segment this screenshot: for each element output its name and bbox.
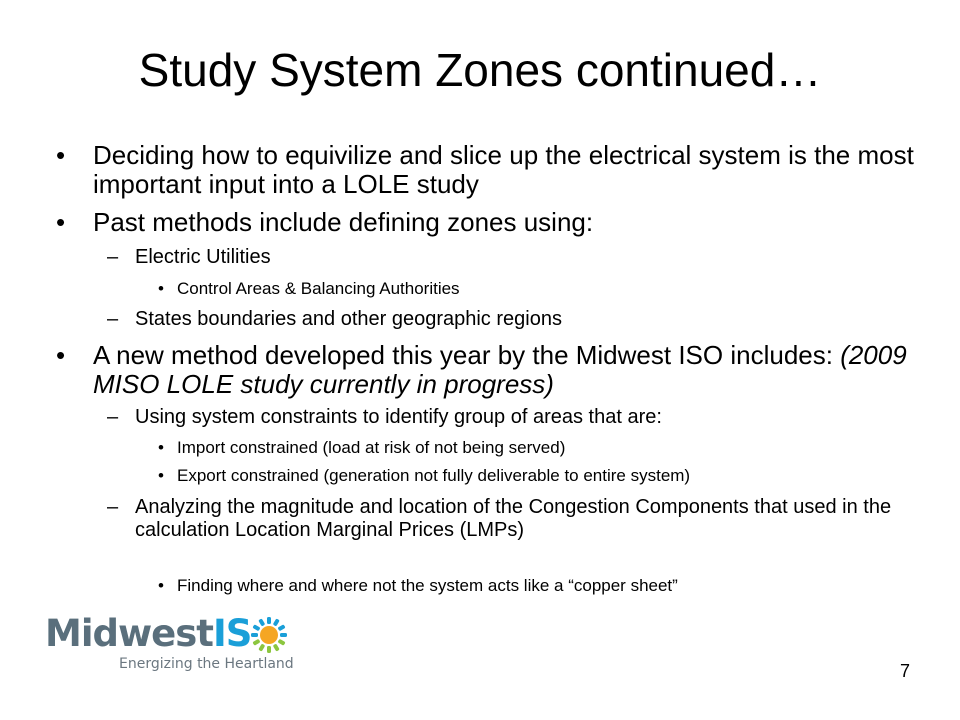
bullet-icon: •	[158, 438, 164, 457]
dash-icon: –	[107, 308, 119, 330]
bullet-note: (2009 MISO LOLE study currently in progress)	[93, 340, 907, 399]
bullet-icon: •	[158, 279, 164, 298]
bullet-text: Deciding how to equivilize and slice up the electrical system is the most important input into a LOLE study	[93, 140, 914, 199]
sub-item-text: Using system constraints to identify group of areas that are:	[135, 406, 662, 428]
midwest-iso-logo	[45, 612, 295, 676]
dash-icon: –	[107, 496, 119, 518]
bullet-text: A new method developed this year by the Midwest ISO includes:	[93, 340, 841, 370]
bullet-icon: •	[56, 140, 66, 170]
dash-icon: –	[107, 246, 119, 268]
bullet-item-deciding	[56, 140, 923, 199]
sub-sub-item-text: Finding where and where not the system acts like a “copper sheet”	[177, 576, 678, 595]
bullet-icon: •	[56, 340, 66, 370]
sub-item-analyzing-congestion	[107, 496, 925, 542]
bullet-icon: •	[56, 207, 66, 237]
page-number: 7	[899, 661, 910, 681]
sub-sub-item-text: Export constrained (generation not fully deliverable to entire system)	[177, 466, 691, 485]
logo-tagline: Energizing the Heartland	[119, 656, 294, 672]
bullet-item-new-method	[56, 340, 923, 399]
sub-sub-item-control-areas	[158, 279, 937, 299]
sun-icon	[249, 616, 289, 654]
sub-item-text: Analyzing the magnitude and location of the Congestion Components that used in the calculation Location Marginal Prices (LMPs)	[135, 496, 892, 541]
sub-sub-item-export-constrained	[158, 466, 937, 486]
logo-wordmark	[45, 612, 251, 656]
slide-title: Study System Zones continued…	[138, 44, 822, 96]
sub-sub-item-text: Import constrained (load at risk of not being served)	[177, 438, 566, 457]
sub-item-electric-utilities	[107, 246, 925, 269]
sub-sub-item-import-constrained	[158, 438, 937, 458]
sub-item-text: Electric Utilities	[135, 246, 271, 268]
dash-icon: –	[107, 406, 119, 428]
logo-word-is: IS	[212, 612, 252, 655]
sub-sub-item-text: Control Areas & Balancing Authorities	[177, 279, 460, 298]
bullet-text: Past methods include defining zones using:	[93, 207, 594, 237]
sub-item-text: States boundaries and other geographic regions	[135, 308, 562, 330]
bullet-item-past-methods	[56, 207, 923, 237]
bullet-icon: •	[158, 576, 164, 595]
bullet-icon: •	[158, 466, 164, 485]
sub-item-system-constraints	[107, 406, 925, 429]
logo-word-midwest: Midwest	[45, 612, 213, 655]
sub-item-states-boundaries	[107, 308, 925, 331]
sub-sub-item-copper-sheet	[158, 576, 937, 596]
